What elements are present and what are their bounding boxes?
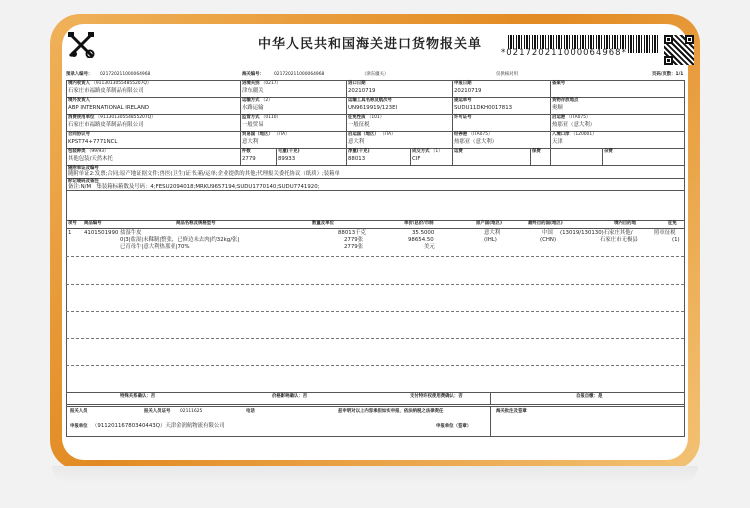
- transit-port: 热那亚（意大利）: [454, 139, 498, 145]
- rule: [602, 148, 603, 165]
- supervision: 一般贸易: [242, 122, 264, 128]
- levy: 一般征税: [348, 122, 370, 128]
- royalty: 支付特许权使用费确认：否: [410, 394, 463, 399]
- trade-country-label: 贸易国（地区） （ITA）: [242, 132, 290, 137]
- rule: [410, 148, 411, 165]
- transport-mode: 水路运输: [242, 105, 264, 111]
- col-item: 项号: [68, 221, 77, 226]
- consignee-name: 石家庄市福路皮革制品有限公司: [68, 88, 144, 94]
- col-code: 商品编号: [84, 221, 102, 226]
- contract-label: 合同协议号: [68, 132, 90, 137]
- pieces: 2779: [242, 156, 256, 162]
- barcode-text: *021720211000064968*: [501, 48, 627, 58]
- import-date-label: 进口日期: [348, 81, 366, 86]
- entry-port-label: 进境关别 （0217）: [242, 81, 281, 86]
- customs-emblem-icon: [66, 32, 96, 58]
- depart-country-label: 启运国（地区） （ITA）: [348, 132, 396, 137]
- gross: 89933: [278, 156, 296, 162]
- goods-item: 1: [68, 230, 72, 236]
- col-dest: 最终目的国(地区): [528, 221, 563, 226]
- rule: [66, 80, 684, 81]
- rule: [66, 80, 67, 406]
- marks: 备注:N/M 集装箱标箱数及号码：4;FESU2094018;MRKU9657194;SUDU1770140;SUDU7741920;: [68, 184, 320, 190]
- rule: [530, 148, 531, 165]
- deal-label: 成交方式 （1）: [412, 149, 443, 154]
- docs-label: 随附单证及编号: [68, 166, 99, 171]
- origin-port-label: 启运港 （ITA075）: [552, 115, 591, 120]
- trade-country: 意大利: [242, 139, 259, 145]
- approval-label: 海关批注及签章: [496, 409, 527, 414]
- goods-code: 4101501990: [84, 230, 119, 236]
- row-separator: [66, 338, 684, 339]
- rule: [276, 148, 277, 165]
- row-separator: [66, 365, 684, 366]
- col-qty: 数量及单位: [312, 221, 334, 226]
- goods-spec: 0|3|盐湿|未鞣制|整张，已修边未去肉|约32kg/张|: [120, 237, 240, 243]
- goods-currency: 美元: [424, 244, 435, 250]
- vessel-label: 运输工具名称及航次号: [348, 98, 392, 103]
- storage-label: 货物存放地点: [552, 98, 579, 103]
- row-separator: [66, 256, 684, 257]
- levy-label: 征免性质 （101）: [348, 115, 385, 120]
- customs-office: （津东疆关）: [362, 72, 389, 77]
- shipper-name: ABP INTERNATIONAL IRELAND: [68, 105, 150, 111]
- misc-label: 杂费: [604, 149, 613, 154]
- rule: [240, 80, 241, 148]
- docs: 随附单证2:发票;合同;原产地证据文件;兽医(卫生)证书;箱/运单;企业提供的其他;代理报关委托协议（纸质）;装箱单: [68, 171, 340, 177]
- self-declare: 自报自缴：是: [576, 394, 603, 399]
- row-separator: [66, 311, 684, 312]
- storage: 奥顺: [552, 105, 563, 111]
- entry-port: 津东疆关: [242, 88, 264, 94]
- rule: [346, 148, 347, 165]
- unit: （91120116780340443Q）天津金润航物流有限公司: [92, 423, 225, 429]
- goods-name: 盐湿牛皮: [120, 230, 142, 236]
- stamp-label: 申报单位（签章）: [436, 424, 472, 429]
- rule: [346, 80, 347, 148]
- customs-label: 海关编号：: [242, 72, 264, 77]
- statement: 兹申明对以上内容承担如实申报、依法纳税之法律责任: [338, 409, 444, 414]
- rule: [66, 392, 684, 393]
- col-name: 商品名称及规格型号: [176, 221, 216, 226]
- col-origin: 原产国(地区): [476, 221, 502, 226]
- record-no-label: 备案号: [552, 81, 566, 86]
- goods-total-price: 98654.50: [408, 237, 434, 243]
- rule: [66, 178, 684, 179]
- declarant-label: 报关人员: [70, 409, 88, 414]
- form-title: 中华人民共和国海关进口货物报关单: [258, 37, 483, 52]
- goods-unit-price: 35.5000: [412, 230, 435, 236]
- net: 88013: [348, 156, 366, 162]
- rule: [490, 392, 491, 404]
- bl-label: 提运单号: [454, 98, 472, 103]
- goods-origin-code: (IHL): [484, 237, 497, 243]
- declarant-cert: 02111625: [180, 409, 203, 414]
- consumer-name: 石家庄市福路皮革制品有限公司: [68, 122, 144, 128]
- rule: [66, 148, 684, 149]
- rule: [66, 406, 684, 407]
- rule: [66, 165, 684, 166]
- page-count: 页码/页数：1/1: [652, 72, 684, 77]
- rule: [66, 436, 685, 437]
- row-separator: [66, 284, 684, 285]
- package: 其他包装/天然木托: [68, 156, 113, 162]
- freight-label: 运费: [454, 149, 463, 154]
- goods-domestic: (13019/130130)石家庄其他/: [560, 230, 633, 236]
- rule: [550, 148, 551, 165]
- consumer-label: 消费使用单位 （91130130554855207Q）: [68, 115, 156, 120]
- goods-dest-code: (CHN): [540, 237, 557, 243]
- entry-port2: 天津: [552, 139, 563, 145]
- rule: [452, 80, 453, 148]
- preentry-no: 021720211000064968: [100, 72, 151, 77]
- qr-code: [664, 35, 694, 65]
- col-domestic: 境内目的地: [614, 221, 636, 226]
- goods-qty-2: 2779张: [344, 237, 364, 243]
- rule: [66, 220, 684, 221]
- origin-port: 热那亚（意大利）: [552, 122, 596, 128]
- goods-exempt: 照章征税: [654, 230, 676, 236]
- goods-origin: 意大利: [484, 230, 501, 236]
- special-relation: 特殊关系确认：否: [120, 394, 156, 399]
- license-label: 许可证号: [454, 115, 472, 120]
- net-label: 净重(千克): [348, 149, 370, 154]
- rule: [490, 406, 491, 436]
- rule: [550, 80, 551, 148]
- supervision-label: 监管方式 （0110）: [242, 115, 281, 120]
- depart-country: 意大利: [348, 139, 365, 145]
- goods-qty-3: 2779张: [344, 244, 364, 250]
- rule: [240, 148, 241, 165]
- rule: [684, 406, 685, 436]
- goods-domestic-2: 石家庄市无极县: [600, 237, 638, 243]
- col-price: 单价/总价/币制: [404, 221, 434, 226]
- entry-port2-label: 入境口岸 （120001）: [552, 132, 597, 137]
- transit-port-label: 经停港 （ITA075）: [454, 132, 493, 137]
- declarant-cert-label: 报关人员证号: [144, 409, 171, 414]
- rule: [66, 404, 684, 405]
- rule: [452, 148, 453, 165]
- marks-label: 标记唛码及备注: [68, 179, 99, 184]
- col-exempt: 征免: [668, 221, 677, 226]
- shipper-label: 境外发货人: [68, 98, 90, 103]
- preentry-label: 预录入编号：: [66, 72, 93, 77]
- declare-date-label: 申报日期: [454, 81, 472, 86]
- audit-only: 仅供核对用: [496, 72, 518, 77]
- vessel: UN9619919/123EI: [348, 105, 398, 111]
- pieces-label: 件数: [242, 149, 251, 154]
- goods-spec-2: 已育母牛|意大利热那亚|70%: [120, 244, 190, 250]
- phone-label: 电话: [246, 409, 255, 414]
- transport-mode-label: 运输方式 （2）: [242, 98, 273, 103]
- unit-label: 申报单位: [70, 424, 88, 429]
- rule: [684, 80, 685, 406]
- goods-dest: 中国: [542, 230, 553, 236]
- goods-qty-1: 88013千克: [338, 230, 366, 236]
- rule: [66, 228, 684, 229]
- contract-no: KPST74+7771NCL: [68, 139, 118, 145]
- rule: [66, 406, 67, 436]
- declare-date: 20210719: [454, 88, 482, 94]
- insurance-label: 保费: [532, 149, 541, 154]
- consignee-label: 境内收货人 （91130130554855207Q）: [68, 81, 152, 86]
- gross-label: 毛重(千克): [278, 149, 300, 154]
- deal: CIF: [412, 156, 421, 162]
- bl-no: SUDU11DKH0017813: [454, 105, 513, 111]
- package-label: 包装种类 （99/93）: [68, 149, 109, 154]
- price-impact: 价格影响确认：否: [272, 394, 308, 399]
- import-date: 20210719: [348, 88, 376, 94]
- goods-exempt-code: (1): [672, 237, 680, 243]
- customs-no: 021720211000064968: [274, 72, 325, 77]
